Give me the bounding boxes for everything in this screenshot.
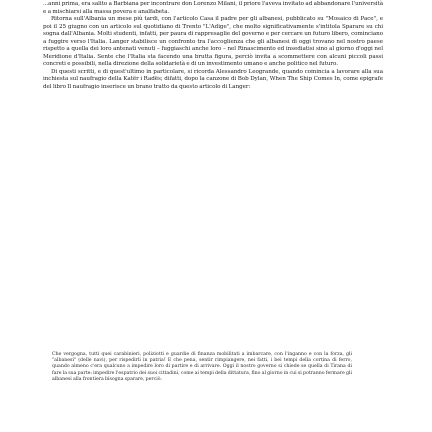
block-quote: Che vergogna, tutti quei carabinieri, poliziotti e guardie di finanza mobilitati a imbarcare, con l'inganno e con la forza, gli "albanesi" (delle navi), per rispedirli in patria! E che pena, sentir rimpiangere, nei fatti, i bei tempi della cortina di ferro, quando almeno c'era qualcuno a impedire loro di partire e di arrivare. Oggi il nostro governo si chiede se quella di Tirana di fare la sua parte: impedire l'espatrio dei suoi cittadini, come ai tempi della dittatura, fino al giorno in cui si potranno fermare gli albanesi alla frontiera bisogna sparare, perciò. xyxy=(52,352,352,382)
document-page xyxy=(43,0,385,432)
article-body xyxy=(43,1,383,91)
article-paragraph-2: Ritorna sull'Albania un mese più tardi, con l'articolo Casa il padre per gli albanesi, pubblicato su "Mosaico di Pace", e poi il 25 giugno con un articolo sul quotidiano di Trento "L'Adige", che molto significativamente s'intitola Sparare su chi sogna dall'Albania. Molti studenti, infatti, per paura di rappresaglie del governo e per cercare un futuro libero, cominciano a fuggire verso l'Italia. Langer stabilisce un confronto tra l'accoglienza che gli albanesi di oggi trovano nel nostro paese rispetto a quella dei loro antenati venuti – fuggiaschi anche loro – nel Rinascimento ed insediatisi sino al giorno d'oggi nel Meridione d'Italia. Sente che l'Italia sta facendo una brutta figura, perciò invita a scommettere con alcuni piccoli passi concreti e possibili, nella direzione della solidarietà e di un investimento umano e anche politico nel futuro. xyxy=(43,16,383,67)
article-paragraph-1: ...anni prima, era salito a Barbiana per incontrare don Lorenzo Milani, il priore l'aveva invitato ad abbandonare l'università e a mischiarsi alla massa povera e analfabeta. xyxy=(43,1,383,15)
article-paragraph-3: Di questi scritti, e di quest'ultimo in particolare, si ricorda Alessandro Leogrande, quando comincia a lavorare alla sua inchiesta sul naufragio della Katër i Radës; difatti, dopo la canzone di Bob Dylan, When The Ship Comes In, come epigrafe del libro Il naufragio inserisce un brano tratto da questo articolo di Langer: xyxy=(43,68,383,90)
